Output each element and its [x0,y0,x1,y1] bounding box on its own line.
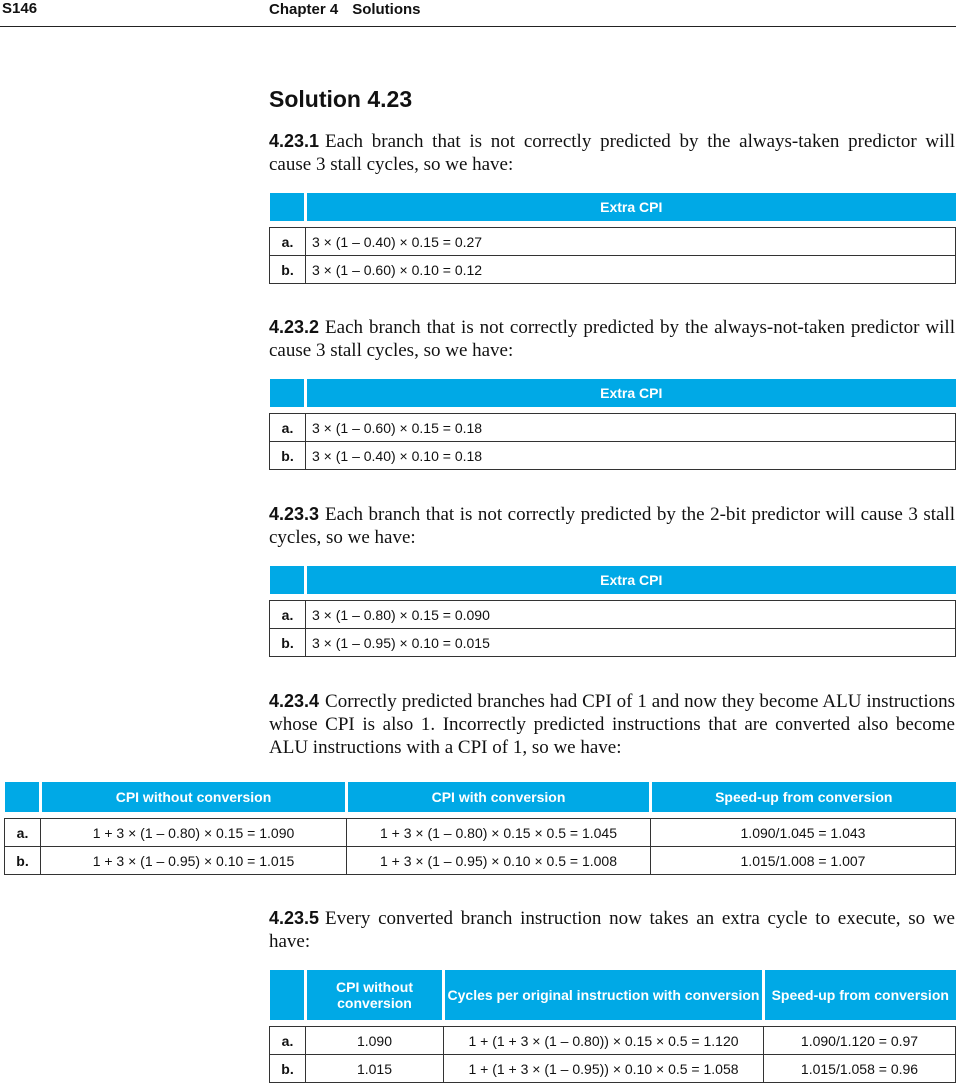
table-cell: 1 + (1 + 3 × (1 – 0.80)) × 0.15 × 0.5 = 1.120 [444,1027,764,1055]
table-row [270,601,956,629]
table-cell: 3 × (1 – 0.40) × 0.10 = 0.18 [306,442,956,470]
part-text: Each branch that is not correctly predicted by the always-not-taken predictor will cause 3 stall cycles, so we have: [269,317,955,361]
part-text: Every converted branch instruction now takes an extra cycle to execute, so we have: [269,908,955,952]
header-cell: CPI with conversion [347,782,651,812]
table-cell: 3 × (1 – 0.95) × 0.10 = 0.015 [306,629,956,657]
row-label: a. [270,414,306,442]
table-cell: 3 × (1 – 0.60) × 0.15 = 0.18 [306,414,956,442]
part-4-23-1-paragraph [269,130,955,176]
row-label: b. [270,629,306,657]
solution-title: Solution 4.23 [269,86,413,112]
header-cell-blank [270,193,306,221]
table-row [270,1055,956,1083]
running-header [0,0,956,27]
header-cell: Extra CPI [306,379,956,407]
chapter-label: Chapter 4 [269,1,339,18]
header-cell: Extra CPI [306,193,956,221]
row-label: a. [5,819,41,847]
part-number: 4.23.4 [269,691,320,711]
header-cell-blank [5,782,41,812]
table-row [270,442,956,470]
table-row [270,1027,956,1055]
part-number: 4.23.2 [269,317,320,337]
part-text: Correctly predicted branches had CPI of 1 and now they become ALU instructions whose CPI is also 1. Incorrectly predicted instructions that are converted also become ALU instructions with a CPI of 1, so we have: [269,691,955,758]
part-number: 4.23.1 [269,131,320,151]
header-cell: Cycles per original instruction with conversion [444,970,764,1020]
part-text: Each branch that is not correctly predicted by the always-taken predictor will cause 3 stall cycles, so we have: [269,131,955,175]
table-row [270,256,956,284]
chapter-heading [269,1,421,18]
table-cell: 1 + (1 + 3 × (1 – 0.95)) × 0.10 × 0.5 = 1.058 [444,1055,764,1083]
part-4-23-5-paragraph [269,907,955,953]
table-cell: 1 + 3 × (1 – 0.95) × 0.10 × 0.5 = 1.008 [347,847,651,875]
table-cell: 1 + 3 × (1 – 0.80) × 0.15 = 1.090 [41,819,347,847]
header-cell: Speed-up from conversion [651,782,956,812]
row-label: a. [270,228,306,256]
part-4-23-2-paragraph [269,316,955,362]
header-cell: CPI without conversion [306,970,444,1020]
part-text: Each branch that is not correctly predicted by the 2-bit predictor will cause 3 stall cycles, so we have: [269,504,955,548]
part-4-23-4-paragraph [269,690,955,759]
table-cell: 1.015/1.058 = 0.96 [764,1055,956,1083]
table-cell: 3 × (1 – 0.80) × 0.15 = 0.090 [306,601,956,629]
table-cell: 1.090 [306,1027,444,1055]
header-cell-blank [270,566,306,594]
table-cell: 3 × (1 – 0.60) × 0.10 = 0.12 [306,256,956,284]
table-cell: 1.015 [306,1055,444,1083]
header-cell-blank [270,970,306,1020]
row-label: b. [270,442,306,470]
table-row [270,414,956,442]
table-row [270,228,956,256]
table-4-23-4 [4,782,956,875]
header-cell: Speed-up from conversion [764,970,956,1020]
header-cell: Extra CPI [306,566,956,594]
row-label: a. [270,601,306,629]
part-number: 4.23.5 [269,908,320,928]
row-label: a. [270,1027,306,1055]
row-label: b. [5,847,41,875]
part-4-23-3-paragraph [269,503,955,549]
table-row [5,819,956,847]
table-cell: 1 + 3 × (1 – 0.95) × 0.10 = 1.015 [41,847,347,875]
table-4-23-1 [269,193,956,284]
part-number: 4.23.3 [269,504,320,524]
row-label: b. [270,256,306,284]
table-4-23-5 [269,970,956,1083]
table-cell: 1.090/1.120 = 0.97 [764,1027,956,1055]
table-cell: 3 × (1 – 0.40) × 0.15 = 0.27 [306,228,956,256]
header-cell-blank [270,379,306,407]
table-cell: 1.015/1.008 = 1.007 [651,847,956,875]
table-row [270,629,956,657]
header-cell: CPI without conversion [41,782,347,812]
section-label: Solutions [352,1,421,18]
table-row [5,847,956,875]
row-label: b. [270,1055,306,1083]
table-4-23-2 [269,379,956,470]
table-cell: 1.090/1.045 = 1.043 [651,819,956,847]
page-number: S146 [2,0,38,17]
table-cell: 1 + 3 × (1 – 0.80) × 0.15 × 0.5 = 1.045 [347,819,651,847]
table-4-23-3 [269,566,956,657]
